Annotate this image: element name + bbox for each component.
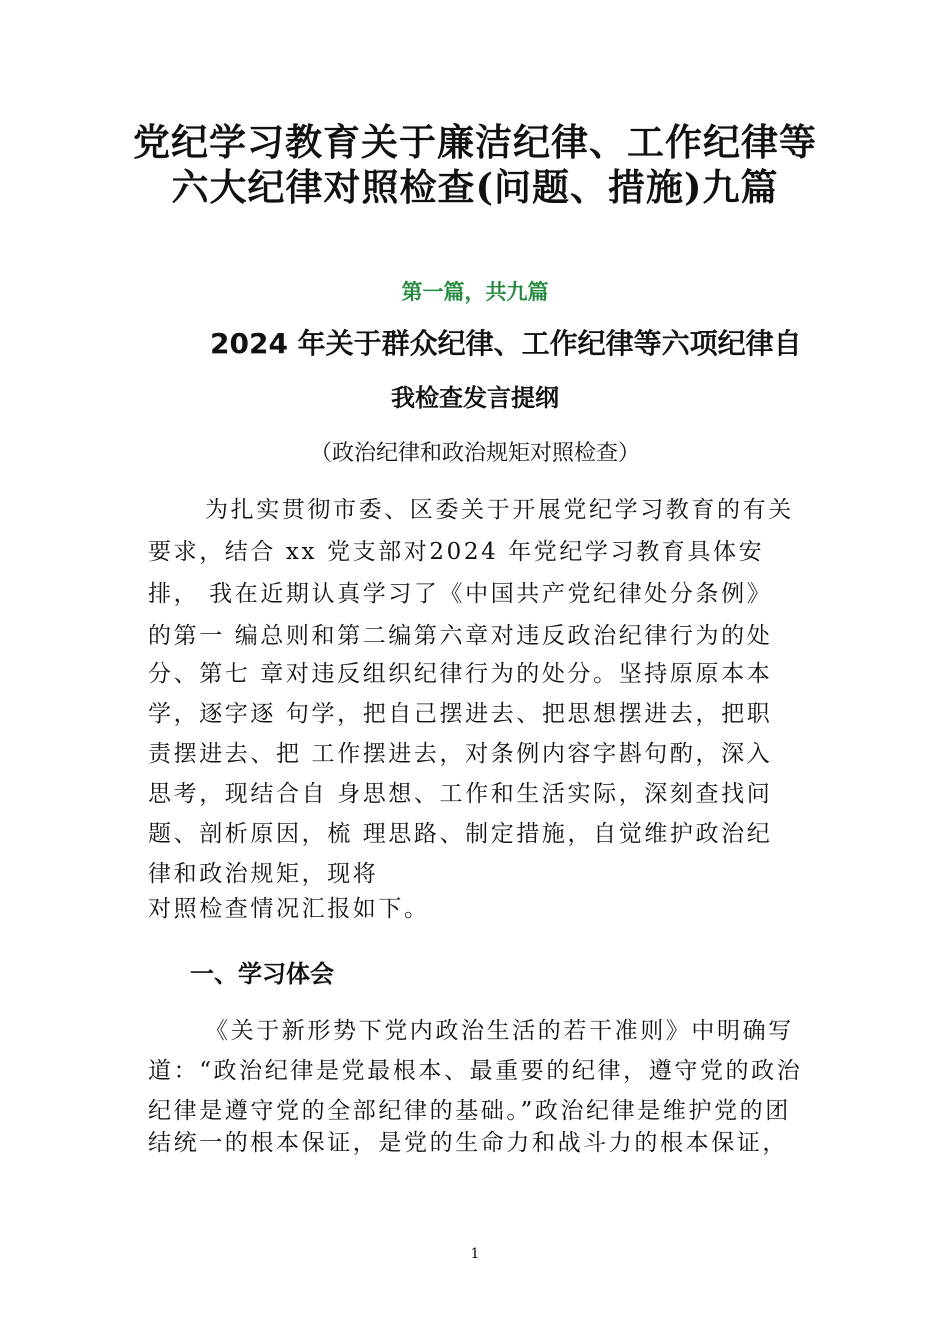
subtitle-line-2: 我检查发言提纲 — [391, 384, 559, 412]
document-title-line-2: 六大纪律对照检查(问题、措施)九篇 — [171, 165, 779, 209]
subtitle-line-1: 2024 年关于群众纪律、工作纪律等六项纪律自 — [210, 327, 802, 360]
document-title-line-1: 党纪学习教育关于廉洁纪律、工作纪律等 — [133, 120, 817, 164]
intro-paragraph-line: 责摆进去、把 工作摆进去，对条例内容字斟句酌，深入 — [148, 741, 773, 767]
intro-paragraph-line: 律和政治规矩，现将 — [148, 861, 379, 887]
intro-paragraph-line: 思考，现结合自 身思想、工作和生活实际，深刻查找问 — [148, 781, 773, 807]
intro-paragraph-line: 要求，结合 xx 党支部对2024 年党纪学习教育具体安 — [148, 539, 765, 565]
subtitle-line-3: （政治纪律和政治规矩对照检查） — [309, 441, 640, 466]
page-number: 1 — [470, 1246, 480, 1262]
section-paragraph-line: 结统一的根本保证，是党的生命力和战斗力的根本保证， — [148, 1130, 788, 1156]
intro-paragraph-line: 题、剖析原因，梳 理思路、制定措施，自觉维护政治纪 — [148, 821, 773, 847]
section-paragraph-line: 道：“政治纪律是党最根本、最重要的纪律，遵守党的政治 — [148, 1058, 803, 1084]
section-paragraph-line: 纪律是遵守党的全部纪律的基础。”政治纪律是维护党的团 — [148, 1098, 791, 1124]
intro-paragraph-line: 对照检查情况汇报如下。 — [148, 896, 430, 922]
section-paragraph-line: 《关于新形势下党内政治生活的若干准则》中明确写 — [205, 1018, 794, 1044]
intro-paragraph-line: 排， 我在近期认真学习了《中国共产党纪律处分条例》 — [148, 581, 773, 607]
intro-paragraph-line: 分、第七 章对违反组织纪律行为的处分。坚持原原本本 — [148, 661, 773, 687]
intro-paragraph-line: 学，逐字逐 句学，把自己摆进去、把思想摆进去，把职 — [148, 701, 773, 727]
section-heading: 一、学习体会 — [190, 960, 334, 988]
intro-paragraph-line: 为扎实贯彻市委、区委关于开展党纪学习教育的有关 — [205, 497, 794, 523]
intro-paragraph-line: 的第一 编总则和第二编第六章对违反政治纪律行为的处 — [148, 623, 773, 649]
part-label: 第一篇，共九篇 — [401, 280, 549, 304]
